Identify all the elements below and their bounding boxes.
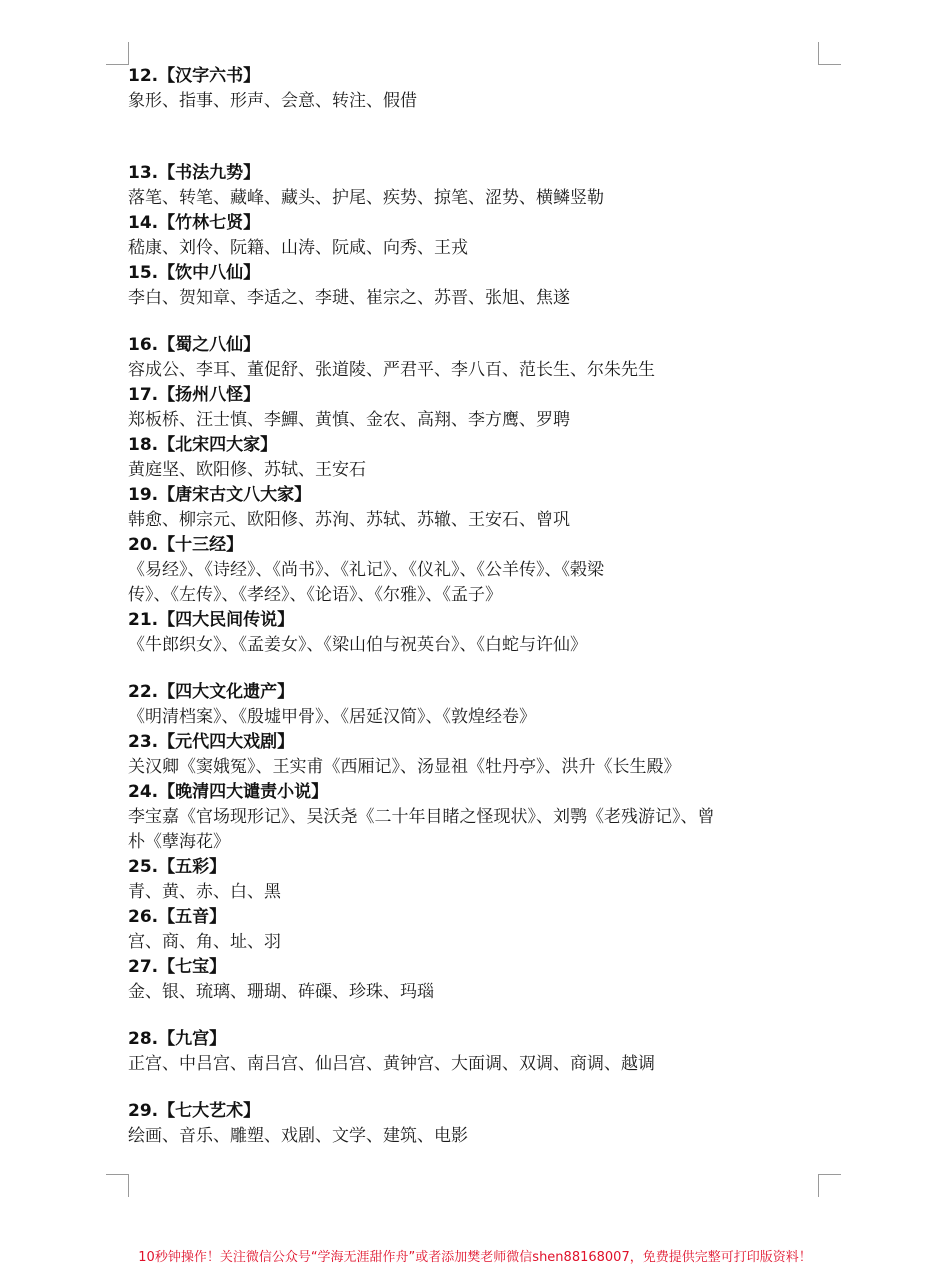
entry-text: 李白、贺知章、李适之、李琎、崔宗之、苏晋、张旭、焦遂 bbox=[128, 288, 570, 308]
entry-text: 《易经》、《诗经》、《尚书》、《礼记》、《仪礼》、《公羊传》、《榖梁 bbox=[128, 560, 604, 580]
entry-25 bbox=[128, 855, 828, 905]
entry-13 bbox=[128, 161, 828, 211]
entry-heading: 24.【晚清四大谴责小说】 bbox=[128, 782, 329, 802]
entry-text: 郑板桥、汪士慎、李鱓、黄慎、金农、高翔、李方鹰、罗聘 bbox=[128, 410, 570, 430]
footer-promo-note: 10秒钟操作！关注微信公众号“学海无涯甜作舟”或者添加樊老师微信shen88168007，免费提供完整可打印版资料！ bbox=[138, 1250, 812, 1265]
entry-23 bbox=[128, 730, 828, 780]
entry-heading: 29.【七大艺术】 bbox=[128, 1101, 261, 1121]
entry-29 bbox=[128, 1099, 828, 1149]
entry-12 bbox=[128, 64, 828, 114]
entry-text: 金、银、琉璃、珊瑚、砗磲、珍珠、玛瑙 bbox=[128, 982, 434, 1002]
entry-28 bbox=[128, 1027, 828, 1077]
entry-text: 嵇康、刘伶、阮籍、山涛、阮咸、向秀、王戎 bbox=[128, 238, 468, 258]
entry-heading: 16.【蜀之八仙】 bbox=[128, 335, 261, 355]
entry-text: 朴《孽海花》 bbox=[128, 832, 230, 852]
entry-text: 传》、《左传》、《孝经》、《论语》、《尔雅》、《孟子》 bbox=[128, 585, 502, 605]
entry-17 bbox=[128, 383, 828, 433]
entry-text: 象形、指事、形声、会意、转注、假借 bbox=[128, 91, 417, 111]
entry-heading: 14.【竹林七贤】 bbox=[128, 213, 261, 233]
entry-24 bbox=[128, 780, 828, 855]
entry-text: 绘画、音乐、雕塑、戏剧、文学、建筑、电影 bbox=[128, 1126, 468, 1146]
entry-heading: 21.【四大民间传说】 bbox=[128, 610, 295, 630]
entry-14 bbox=[128, 211, 828, 261]
entry-text: 正宫、中吕宫、南吕宫、仙吕宫、黄钟宫、大面调、双调、商调、越调 bbox=[128, 1054, 655, 1074]
entry-text: 《明清档案》、《殷墟甲骨》、《居延汉简》、《敦煌经卷》 bbox=[128, 707, 536, 727]
entry-heading: 20.【十三经】 bbox=[128, 535, 244, 555]
entry-text: 宫、商、角、址、羽 bbox=[128, 932, 281, 952]
entry-heading: 28.【九宫】 bbox=[128, 1029, 227, 1049]
crop-mark-bottom-right bbox=[818, 1174, 841, 1197]
entry-text: 《牛郎织女》、《孟姜女》、《梁山伯与祝英台》、《白蛇与许仙》 bbox=[128, 635, 587, 655]
entry-heading: 25.【五彩】 bbox=[128, 857, 227, 877]
entry-heading: 13.【书法九势】 bbox=[128, 163, 261, 183]
entry-20 bbox=[128, 533, 828, 608]
entry-text: 关汉卿《窦娥冤》、王实甫《西厢记》、汤显祖《牡丹亭》、洪升《长生殿》 bbox=[128, 757, 681, 777]
entry-26 bbox=[128, 905, 828, 955]
entry-19 bbox=[128, 483, 828, 533]
document-content bbox=[128, 64, 828, 1149]
crop-mark-top-left bbox=[106, 42, 129, 65]
entry-heading: 15.【饮中八仙】 bbox=[128, 263, 261, 283]
crop-mark-top-right bbox=[818, 42, 841, 65]
entry-heading: 19.【唐宋古文八大家】 bbox=[128, 485, 312, 505]
entry-21 bbox=[128, 608, 828, 658]
entry-text: 李宝嘉《官场现形记》、吴沃尧《二十年目睹之怪现状》、刘鹗《老残游记》、曾 bbox=[128, 807, 715, 827]
entry-18 bbox=[128, 433, 828, 483]
entry-heading: 22.【四大文化遗产】 bbox=[128, 682, 295, 702]
entry-heading: 12.【汉字六书】 bbox=[128, 66, 261, 86]
entry-22 bbox=[128, 680, 828, 730]
entry-15 bbox=[128, 261, 828, 311]
entry-text: 青、黄、赤、白、黑 bbox=[128, 882, 281, 902]
entry-text: 韩愈、柳宗元、欧阳修、苏洵、苏轼、苏辙、王安石、曾巩 bbox=[128, 510, 570, 530]
entry-heading: 23.【元代四大戏剧】 bbox=[128, 732, 295, 752]
entry-27 bbox=[128, 955, 828, 1005]
crop-mark-bottom-left bbox=[106, 1174, 129, 1197]
entry-heading: 18.【北宋四大家】 bbox=[128, 435, 278, 455]
entry-16 bbox=[128, 333, 828, 383]
entry-heading: 17.【扬州八怪】 bbox=[128, 385, 261, 405]
entry-heading: 27.【七宝】 bbox=[128, 957, 227, 977]
entry-text: 落笔、转笔、藏峰、藏头、护尾、疾势、掠笔、涩势、横鳞竖勒 bbox=[128, 188, 604, 208]
entry-heading: 26.【五音】 bbox=[128, 907, 227, 927]
entry-text: 黄庭坚、欧阳修、苏轼、王安石 bbox=[128, 460, 366, 480]
entry-text: 容成公、李耳、董促舒、张道陵、严君平、李八百、范长生、尔朱先生 bbox=[128, 360, 655, 380]
